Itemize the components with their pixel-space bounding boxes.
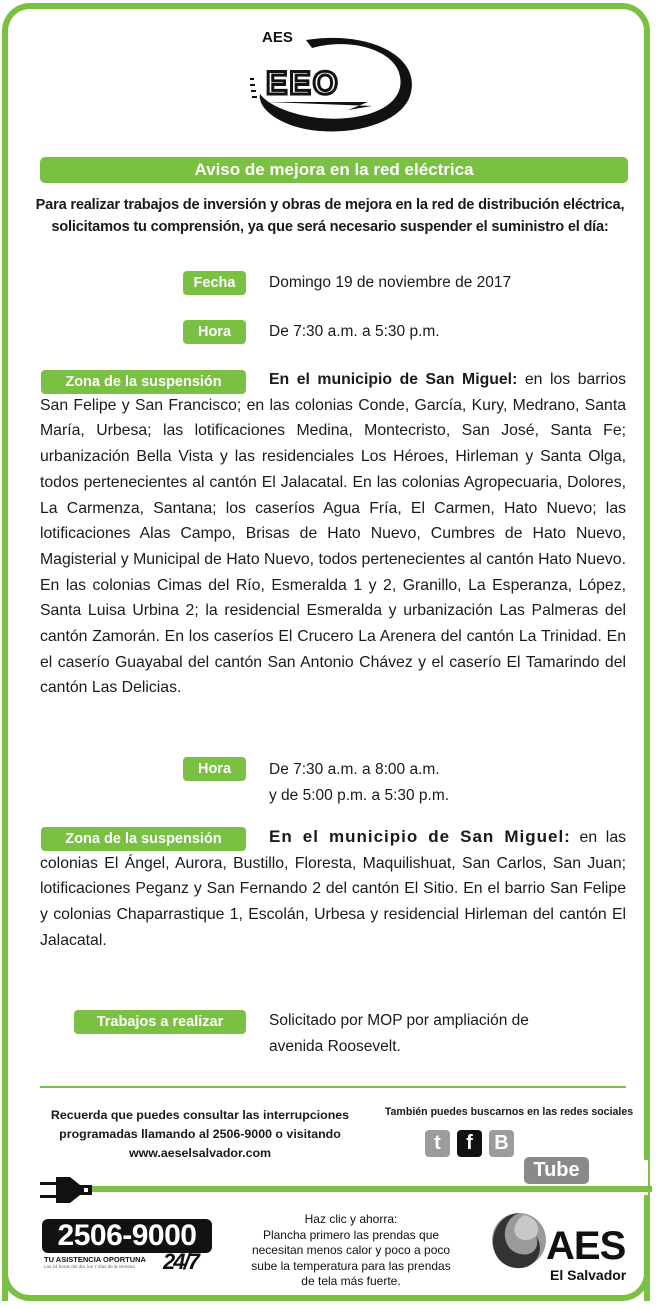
zona-label-2: Zona de la suspensión <box>41 827 246 851</box>
svg-text:AES: AES <box>262 29 293 46</box>
youtube-you: You <box>537 1132 575 1154</box>
hora-label-2: Hora <box>183 757 246 781</box>
trabajos-value-line2: avenida Roosevelt. <box>269 1038 401 1055</box>
hora-value-1: De 7:30 a.m. a 5:30 p.m. <box>269 323 440 340</box>
aes-swirl-icon <box>490 1210 548 1272</box>
svg-text:EEO: EEO <box>266 65 340 101</box>
green-border-bottom <box>236 1295 476 1301</box>
tip-line: Haz clic y ahorra: <box>304 1212 398 1226</box>
zona-text-1 <box>40 367 626 701</box>
zona-1-municipio: En el municipio de San Miguel: <box>269 371 518 388</box>
phone-tagline: TU ASISTENCIA OPORTUNA <box>44 1255 146 1264</box>
plug-cable-line <box>92 1186 652 1192</box>
recuerda-text <box>30 1106 370 1163</box>
zona-label-1: Zona de la suspensión <box>41 370 246 394</box>
recuerda-line: programadas llamando al 2506-9000 o visitando <box>59 1127 341 1141</box>
tip-line: Plancha primero las prendas que <box>262 1227 440 1242</box>
recuerda-line: Recuerda que puedes consultar las interrupciones <box>50 1108 350 1122</box>
phone-subtext: Las 24 horas del día, los 7 días de la semana <box>44 1264 135 1269</box>
energy-tip <box>226 1212 476 1290</box>
blogger-glyph: B <box>494 1132 509 1154</box>
phone-number: 2506-9000 <box>42 1219 212 1253</box>
hora-value-2-line1: De 7:30 a.m. a 8:00 a.m. <box>269 761 440 778</box>
zona-1-detail: en los barrios San Felipe y San Francisco; en las colonias Conde, García, Kury, Medrano, Santa María, Urbesa; las lotificaciones Medina, Montecristo, San José, Santa Fe; urbanización Bella Vista y las residenciales Los Héroes, Hirleman y Santa Olga, todos pertenecientes al cantón El Jalacatal. En las colonias Agropecuaria, Dolores, La Carmenza, Santana; los caseríos Agua Fría, El Carmen, Hato Nuevo; las lotificaciones Alas Campo, Brisas de Hato Nuevo, Cumbres de Hato Nuevo, Magisterial y Municipal de Hato Nuevo, todos pertenecientes al cantón Hato Nuevo. En las colonias Cimas del Río, Esmeralda 1 y 2, Granillo, La Esperanza, López, Santa Luisa Urbina 2; la residencial Esmeralda y urbanización Las Palmeras del cantón Zamorán. En los caseríos El Crucero La Arenera del cantón La Trinidad. En el caserío Guayabal del cantón San Antonio Chávez y el caserío El Tamarindo del cantón Las Delicias. <box>40 371 627 697</box>
aes-brand: AES <box>546 1224 626 1268</box>
youtube-tube: Tube <box>524 1157 589 1184</box>
hora-value-2-line2: y de 5:00 p.m. a 5:30 p.m. <box>269 787 450 804</box>
section-divider <box>40 1086 626 1088</box>
trabajos-value-line1: Solicitado por MOP por ampliación de <box>269 1012 529 1029</box>
facebook-icon[interactable] <box>457 1130 482 1157</box>
aes-country: El Salvador <box>550 1267 627 1283</box>
notice-title: Aviso de mejora en la red eléctrica <box>40 157 628 183</box>
social-label: También puedes buscarnos en las redes sociales <box>384 1106 634 1118</box>
zona-text-2 <box>40 824 626 954</box>
facebook-glyph: f <box>466 1132 473 1154</box>
website-link[interactable]: www.aeselsalvador.com <box>128 1146 272 1160</box>
aes-eeo-logo <box>248 26 414 136</box>
phone-247: 24/7 <box>163 1249 198 1274</box>
trabajos-label: Trabajos a realizar <box>74 1010 246 1034</box>
plug-icon <box>40 1175 96 1205</box>
zona-2-municipio: En el municipio de San Miguel: <box>269 827 571 846</box>
twitter-icon[interactable] <box>425 1130 450 1157</box>
fecha-label: Fecha <box>183 271 246 295</box>
twitter-glyph: t <box>434 1132 441 1154</box>
fecha-value: Domingo 19 de noviembre de 2017 <box>269 274 512 291</box>
tip-line: de tela más fuerte. <box>301 1274 401 1289</box>
tip-line: sube la temperatura para las prendas <box>251 1258 451 1273</box>
blogger-icon[interactable] <box>489 1130 514 1157</box>
hora-label-1: Hora <box>183 320 246 344</box>
zona-2-detail: en las colonias El Ángel, Aurora, Bustillo, Floresta, Maquilishuat, San Carlos, San Juan; lotificaciones Peganz y San Fernando 2 del cantón El Sitio. En el barrio San Felipe y colonias Chaparrastique 1, Escolán, Urbesa y residencial Hirleman del cantón El Jalacatal. <box>40 829 626 949</box>
intro-text: Para realizar trabajos de inversión y obras de mejora en la red de distribución eléctrica, solicitamos tu comprensión, ya que será necesario suspender el suministro el día: <box>35 197 625 235</box>
youtube-icon[interactable] <box>523 1130 589 1181</box>
tip-line: necesitan menos calor y poco a poco <box>251 1243 451 1258</box>
